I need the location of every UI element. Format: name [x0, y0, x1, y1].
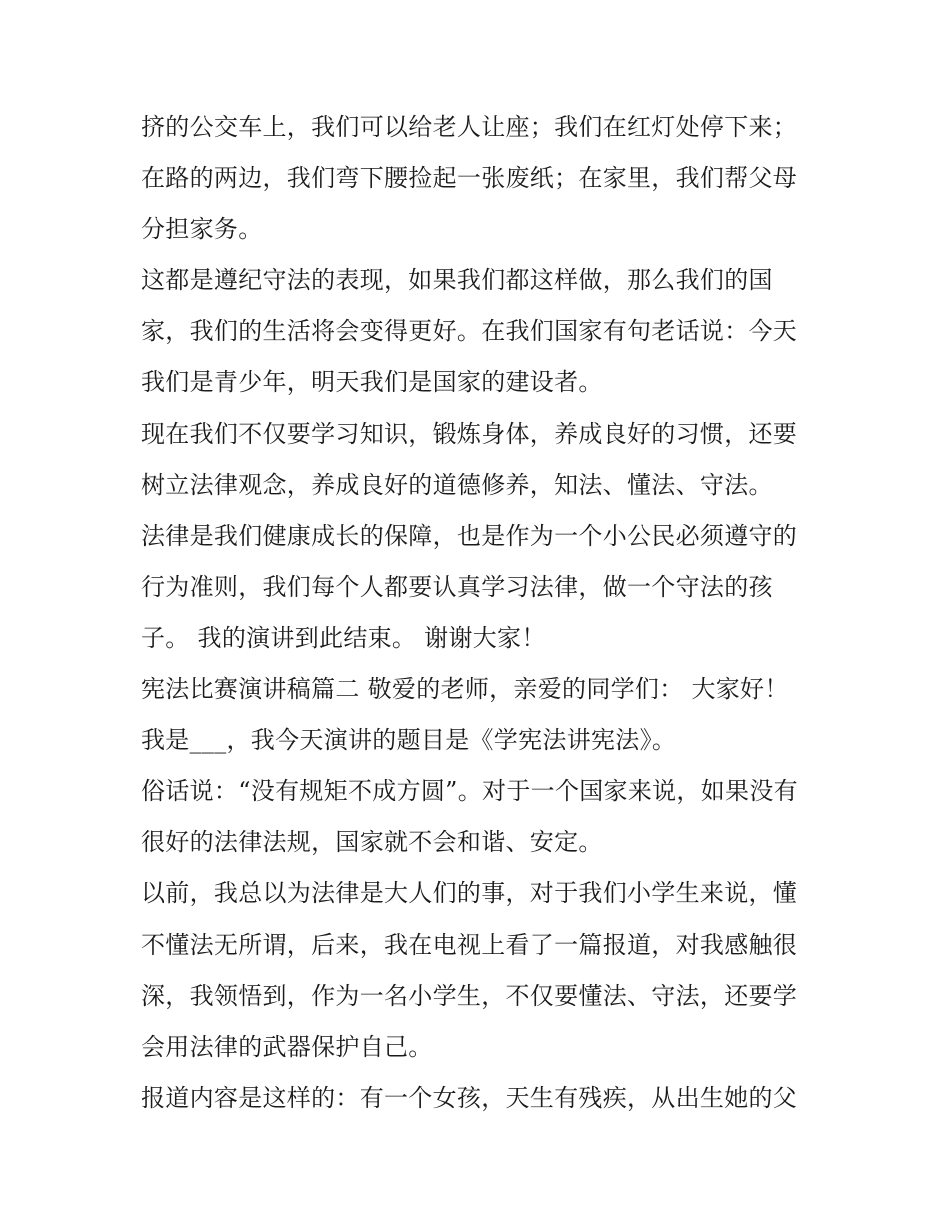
- text-line: 行为准则，我们每个人都要认真学习法律，做一个守法的孩: [141, 572, 773, 601]
- text-line: 子。 我的演讲到此结束。 谢谢大家！: [141, 623, 546, 652]
- section-heading-line: 宪法比赛演讲稿篇二 敬爱的老师，亲爱的同学们： 大家好！: [141, 675, 789, 704]
- text-line: 我们是青少年，明天我们是国家的建设者。: [141, 368, 603, 397]
- text-line: 俗话说：“没有规矩不成方圆”。对于一个国家来说，如果没有: [141, 777, 798, 806]
- text-line: 树立法律观念，养成良好的道德修养，知法、懂法、守法。: [141, 470, 773, 499]
- text-line: 深，我领悟到，作为一名小学生，不仅要懂法、守法，还要学: [141, 981, 798, 1010]
- text-line: 在路的两边，我们弯下腰捡起一张废纸；在家里，我们帮父母: [141, 164, 798, 193]
- text-line: 挤的公交车上，我们可以给老人让座；我们在红灯处停下来；: [141, 113, 798, 141]
- document-body: [141, 102, 821, 1124]
- text-line: 法律是我们健康成长的保障，也是作为一个小公民必须遵守的: [141, 521, 798, 550]
- text-line: 会用法律的武器保护自己。: [141, 1032, 433, 1061]
- text-line: 现在我们不仅要学习知识，锻炼身体，养成良好的习惯，还要: [141, 419, 798, 448]
- text-line: 分担家务。: [141, 215, 263, 244]
- text-line: 家，我们的生活将会变得更好。在我们国家有句老话说：今天: [141, 317, 798, 346]
- text-line: 我是___，我今天演讲的题目是《学宪法讲宪法》。: [141, 726, 677, 755]
- text-line: 报道内容是这样的：有一个女孩，天生有残疾，从出生她的父: [141, 1083, 798, 1112]
- text-line: 不懂法无所谓，后来，我在电视上看了一篇报道，对我感触很: [141, 930, 798, 959]
- text-line: 这都是遵纪守法的表现，如果我们都这样做，那么我们的国: [141, 266, 773, 295]
- text-line: 以前，我总以为法律是大人们的事，对于我们小学生来说，懂: [141, 879, 798, 908]
- text-line: 很好的法律法规，国家就不会和谐、安定。: [141, 828, 603, 857]
